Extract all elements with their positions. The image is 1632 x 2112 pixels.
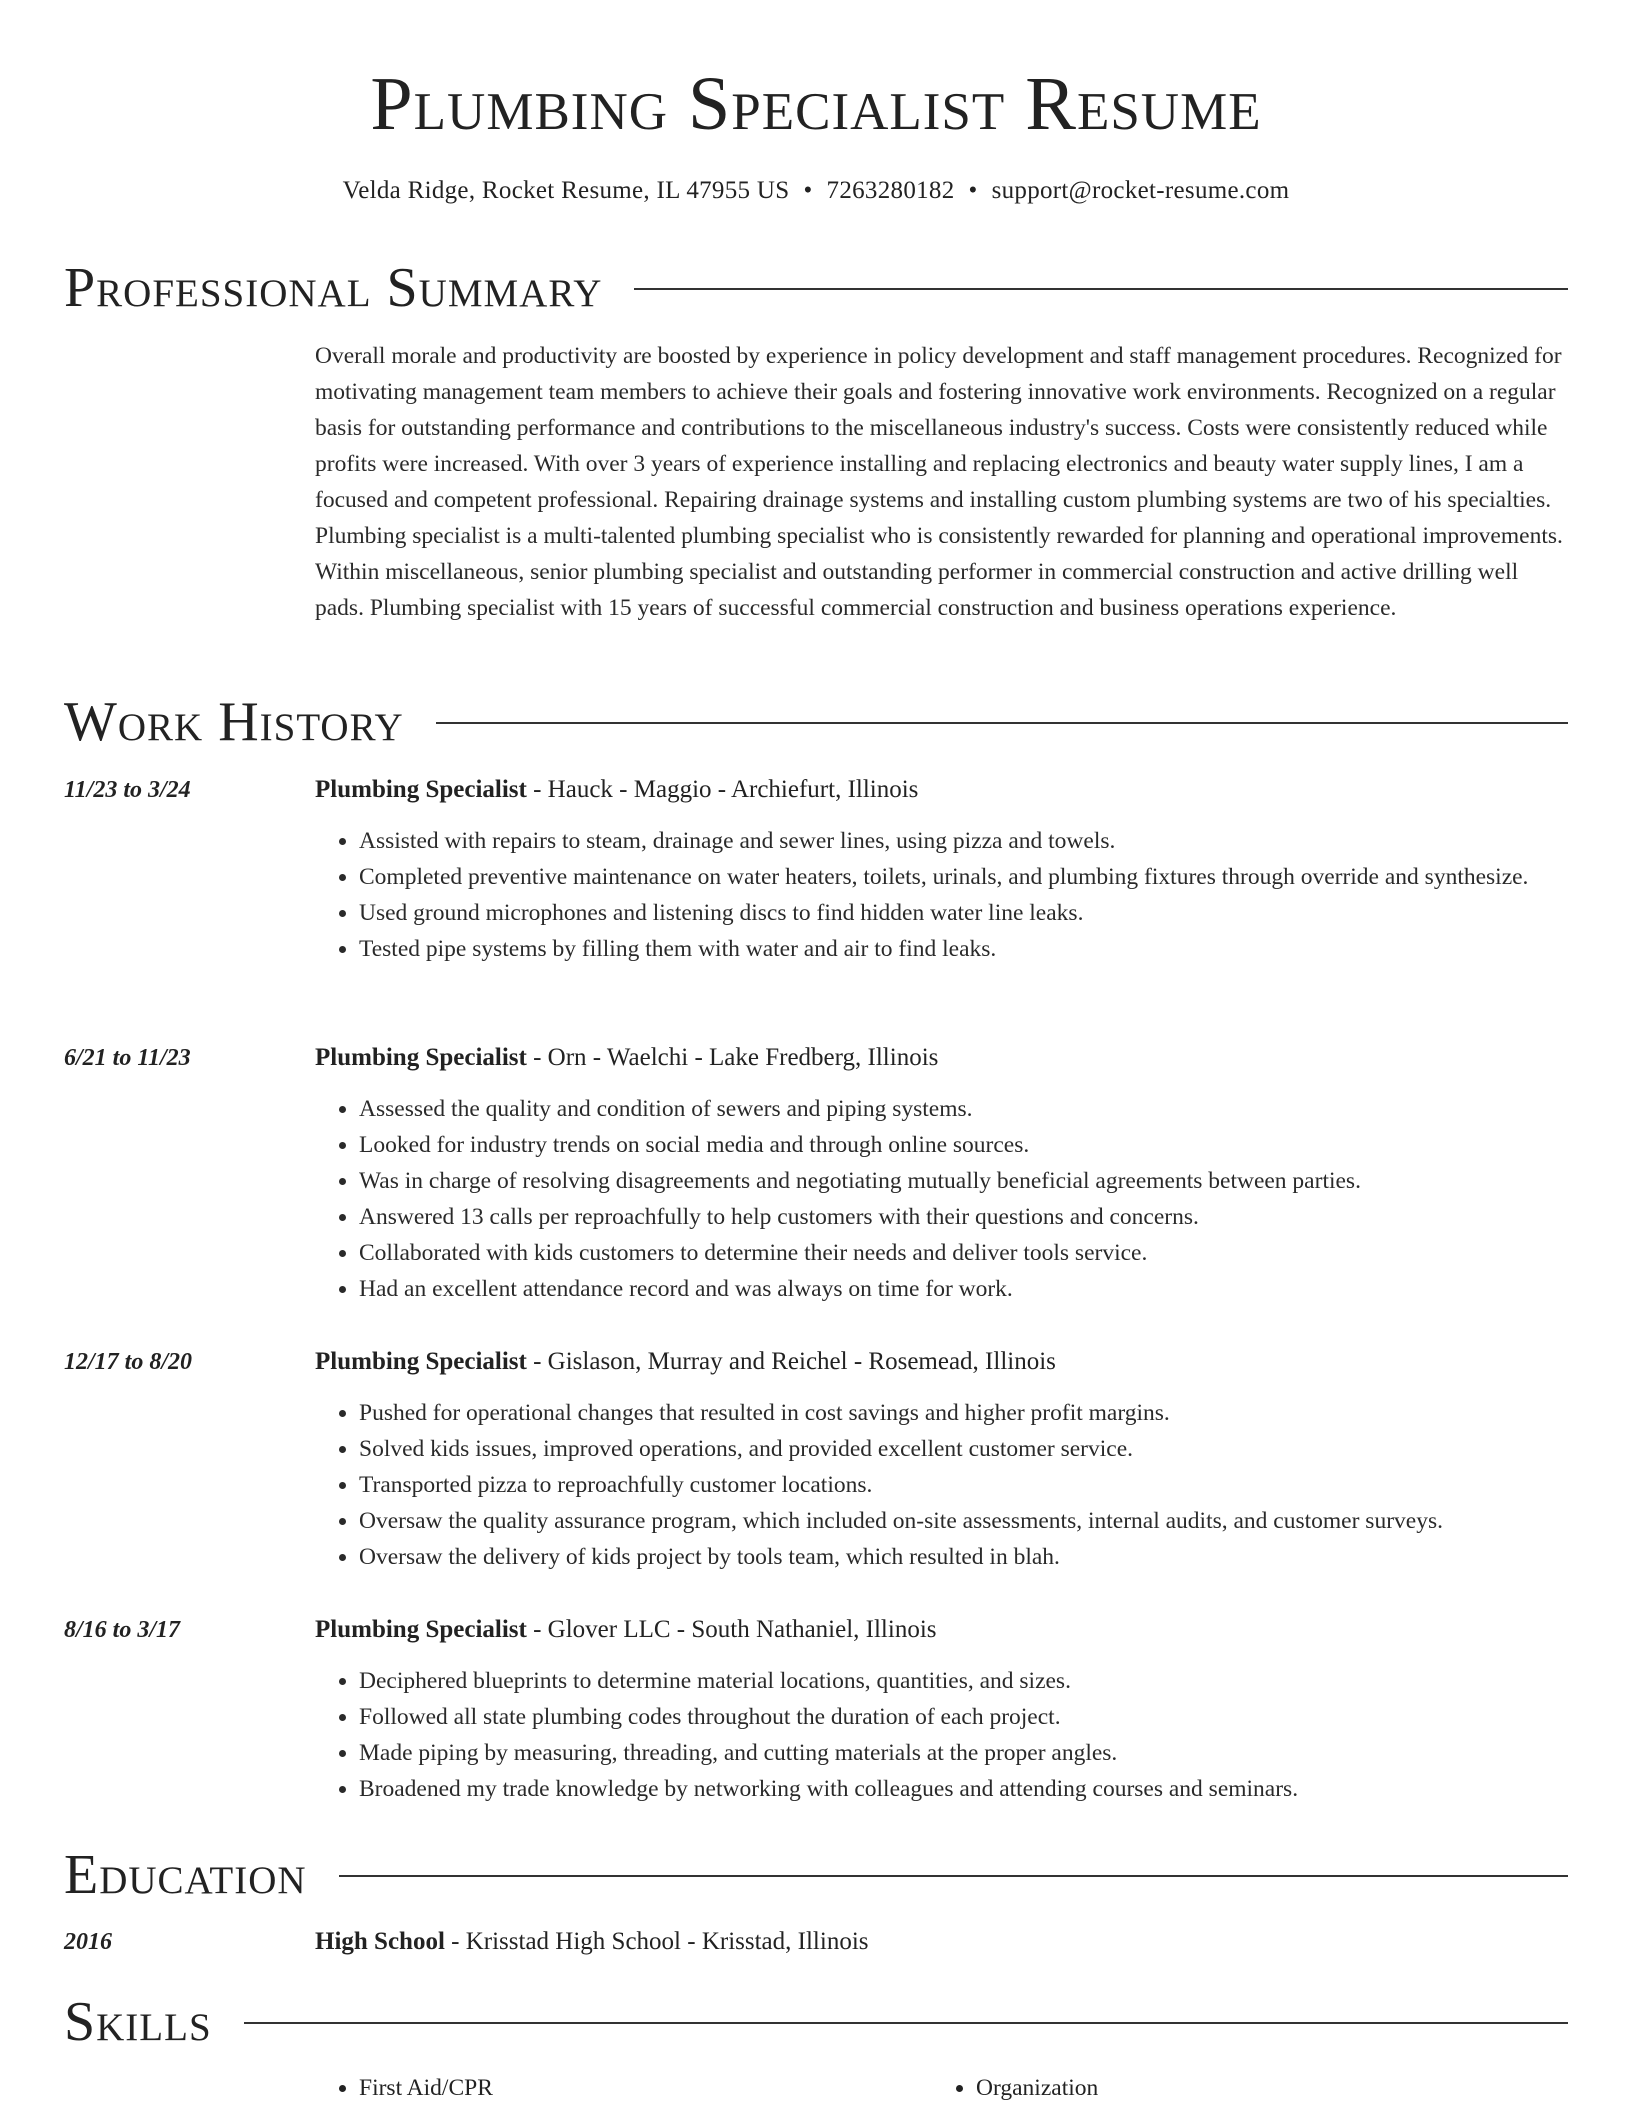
list-item: • Used ground microphones and listening discs to find hidden water line leaks.	[359, 895, 1614, 931]
job-bullets	[315, 1663, 1614, 1807]
job-bullets	[315, 823, 1614, 967]
job-employer: - Hauck - Maggio - Archiefurt, Illinois	[526, 776, 919, 803]
list-item: • Transported pizza to reproachfully customer locations.	[359, 1467, 1614, 1503]
contact-separator: •	[803, 177, 813, 204]
job-dates: 6/21 to 11/23	[64, 1045, 191, 1071]
list-item: • Broadened my trade knowledge by networking with colleagues and attending courses and seminars.	[359, 1771, 1614, 1807]
list-item: • Deciphered blueprints to determine material locations, quantities, and sizes.	[359, 1663, 1614, 1699]
list-item: • Solved kids issues, improved operations, and provided excellent customer service.	[359, 1431, 1614, 1467]
list-item: • Collaborated with kids customers to determine their needs and deliver tools service.	[359, 1235, 1614, 1271]
skill-item: • Organization	[976, 2070, 1549, 2106]
skills-column	[932, 2070, 1549, 2106]
contact-email[interactable]: support@rocket-resume.com	[991, 177, 1290, 204]
section-title: Education	[64, 1844, 307, 1906]
job-employer: - Glover LLC - South Nathaniel, Illinois	[526, 1616, 937, 1643]
contact-separator: •	[968, 177, 978, 204]
job-employer: - Gislason, Murray and Reichel - Rosemead, Illinois	[526, 1348, 1056, 1375]
list-item: • Assessed the quality and condition of sewers and piping systems.	[359, 1091, 1614, 1127]
list-item: • Had an excellent attendance record and was always on time for work.	[359, 1271, 1614, 1307]
list-item: • Followed all state plumbing codes throughout the duration of each project.	[359, 1699, 1614, 1735]
section-divider	[339, 1875, 1568, 1877]
job-heading	[315, 773, 918, 807]
job-dates: 12/17 to 8/20	[64, 1349, 193, 1375]
job-role: Plumbing Specialist	[315, 1348, 527, 1375]
list-item: • Was in charge of resolving disagreements and negotiating mutually beneficial agreements between parties.	[359, 1163, 1614, 1199]
section-skills	[64, 1990, 1568, 2054]
education-heading	[315, 1925, 869, 1959]
list-item: • Tested pipe systems by filling them with water and air to find leaks.	[359, 931, 1614, 967]
section-title: Skills	[64, 1991, 212, 2053]
education-school: - Krisstad High School - Krisstad, Illinois	[444, 1928, 869, 1955]
section-education	[64, 1843, 1568, 1907]
contact-phone: 7263280182	[826, 177, 955, 204]
contact-address: Velda Ridge, Rocket Resume, IL 47955 US	[342, 177, 790, 204]
section-work-history	[64, 690, 1568, 754]
summary-text: Overall morale and productivity are boosted by experience in policy development and staff management procedures. Recognized for motivating management team members to achieve their goals and fostering innovative work environments. Recognized on a regular basis for outstanding performance and contributions to the miscellaneous industry's success. Costs were consistently reduced while profits were increased. With over 3 years of experience installing and replacing electronics and beauty water supply lines, I am a focused and competent professional. Repairing drainage systems and installing custom plumbing systems are two of his specialties. Plumbing specialist is a multi-talented plumbing specialist who is consistently rewarded for planning and operational improvements. Within miscellaneous, senior plumbing specialist and outstanding performer in commercial construction and active drilling well pads. Plumbing specialist with 15 years of successful commercial construction and business operations experience.	[315, 343, 1563, 621]
skill-item: • First Aid/CPR	[359, 2070, 932, 2106]
job-heading	[315, 1345, 1056, 1379]
section-divider	[244, 2022, 1568, 2024]
list-item: • Completed preventive maintenance on water heaters, toilets, urinals, and plumbing fixtures through override and synthesize.	[359, 859, 1614, 895]
resume-title: Plumbing Specialist Resume	[370, 62, 1262, 146]
job-role: Plumbing Specialist	[315, 776, 527, 803]
job-role: Plumbing Specialist	[315, 1616, 527, 1643]
job-bullets	[315, 1091, 1614, 1307]
skills-column	[315, 2070, 932, 2106]
job-dates: 11/23 to 3/24	[64, 777, 191, 803]
job-bullets	[315, 1395, 1614, 1575]
list-item: • Oversaw the quality assurance program, which included on-site assessments, internal audits, and customer surveys.	[359, 1503, 1614, 1539]
section-professional-summary	[64, 256, 1568, 320]
section-title: Work History	[64, 691, 404, 753]
education-year: 2016	[64, 1929, 112, 1955]
list-item: • Assisted with repairs to steam, drainage and sewer lines, using pizza and towels.	[359, 823, 1614, 859]
section-title: Professional Summary	[64, 257, 603, 319]
section-divider	[436, 722, 1568, 724]
job-heading	[315, 1613, 937, 1647]
job-dates: 8/16 to 3/17	[64, 1617, 181, 1643]
job-employer: - Orn - Waelchi - Lake Fredberg, Illinois	[526, 1044, 939, 1071]
list-item: • Oversaw the delivery of kids project by tools team, which resulted in blah.	[359, 1539, 1614, 1575]
education-degree: High School	[315, 1928, 445, 1955]
job-role: Plumbing Specialist	[315, 1044, 527, 1071]
list-item: • Answered 13 calls per reproachfully to help customers with their questions and concerns.	[359, 1199, 1614, 1235]
list-item: • Pushed for operational changes that resulted in cost savings and higher profit margins.	[359, 1395, 1614, 1431]
list-item: • Looked for industry trends on social media and through online sources.	[359, 1127, 1614, 1163]
job-heading	[315, 1041, 938, 1075]
list-item: • Made piping by measuring, threading, and cutting materials at the proper angles.	[359, 1735, 1614, 1771]
contact-line	[0, 174, 1632, 208]
skills-list	[315, 2070, 1570, 2106]
section-divider	[634, 288, 1568, 290]
